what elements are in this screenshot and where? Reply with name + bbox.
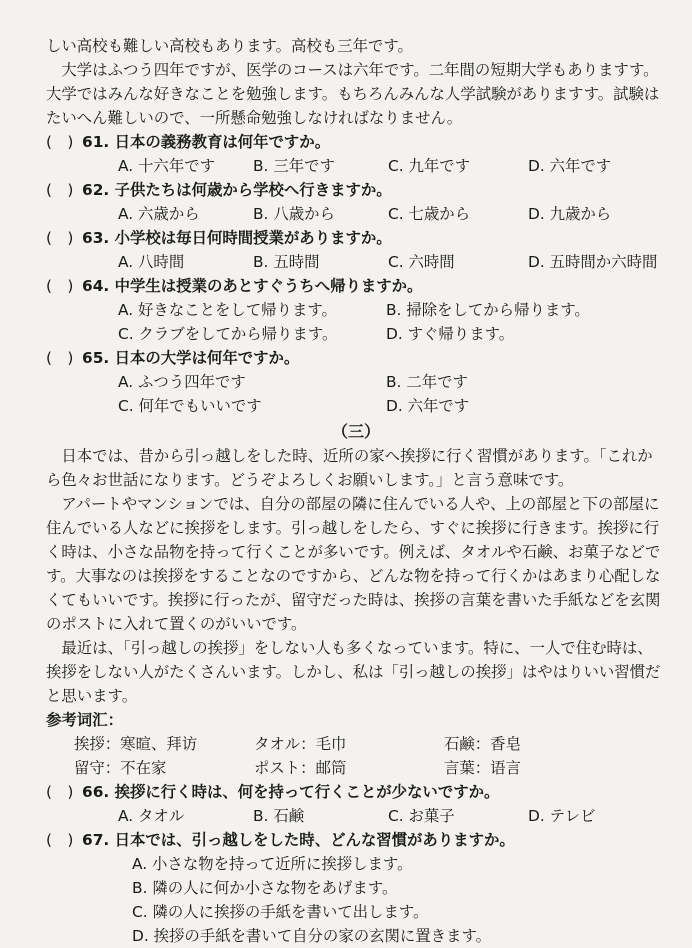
answer-bracket[interactable]: ( ) (46, 229, 74, 247)
option-b: B. 隣の人に何か小さな物をあげます。 (132, 879, 398, 897)
question-text: 63. 小学校は毎日何時間授業がありますか。 (82, 229, 392, 247)
option-a: A. 小さな物を持って近所に挨拶します。 (132, 855, 413, 873)
answer-bracket[interactable]: ( ) (46, 133, 74, 151)
option-a: A. ふつう四年です (118, 373, 246, 391)
option-c: C. お菓子 (388, 807, 455, 825)
question-text: 67. 日本では、引っ越しをした時、どんな習慣がありますか。 (82, 831, 515, 849)
passage-paragraph: 日本では、昔から引っ越しをした時、近所の家へ挨拶に行く習慣があります。「これから色々お世話になります。どうぞよろしくお願いします。」と言う意味です。 (46, 447, 653, 489)
option-c: C. 隣の人に挨拶の手紙を書いて出します。 (132, 903, 429, 921)
answer-bracket[interactable]: ( ) (46, 783, 74, 801)
vocab-item: 挨拶：寒暄、拜访 (74, 735, 198, 753)
option-b: B. 五時間 (253, 253, 320, 271)
answer-bracket[interactable]: ( ) (46, 349, 74, 367)
option-b: B. 三年です (253, 157, 335, 175)
question-63 (46, 226, 666, 250)
option-d: D. テレビ (528, 807, 596, 825)
question-text: 66. 挨拶に行く時は、何を持って行くことが少ないですか。 (82, 783, 500, 801)
vocab-item: ポスト：邮筒 (254, 759, 347, 777)
passage-paragraph: 最近は、「引っ越しの挨拶」をしない人も多くなっています。特に、一人で住む時は、挨拶をしない人がたくさんいます。しかし、私は「引っ越しの挨拶」はやはりいい習慣だと思います。 (46, 639, 661, 705)
option-c: C. 六時間 (388, 253, 455, 271)
passage-line: しい高校も難しい高校もあります。高校も三年です。 (46, 37, 413, 55)
option-c: C. 九年です (388, 157, 471, 175)
vocab-list (74, 732, 666, 780)
question-66 (46, 780, 666, 804)
option-b: B. 八歳から (253, 205, 335, 223)
vocab-item: タオル：毛巾 (254, 735, 347, 753)
option-c: C. クラブをしてから帰ります。 (118, 325, 338, 343)
options-61 (118, 154, 666, 178)
answer-bracket[interactable]: ( ) (46, 277, 74, 295)
option-c: C. 何年でもいいです (118, 397, 262, 415)
section-title: （三） (331, 422, 380, 441)
option-d: D. 六年です (386, 397, 470, 415)
option-a: A. 八時間 (118, 253, 185, 271)
option-a: A. タオル (118, 807, 185, 825)
question-67 (46, 828, 666, 852)
option-b: B. 石鹸 (253, 807, 305, 825)
question-65 (46, 346, 666, 370)
question-62 (46, 178, 666, 202)
answer-bracket[interactable]: ( ) (46, 831, 74, 849)
options-66 (118, 804, 666, 828)
options-63 (118, 250, 666, 274)
vocab-item: 石鹸：香皂 (444, 735, 521, 753)
question-61 (46, 130, 666, 154)
passage-paragraph: 大学はふつう四年ですが、医学のコースは六年です。二年間の短期大学もありますす。大学ではみんな好きなことを勉強します。もちろんみんな人学試験がありますす。試験はたいへん難しいので、一所懸命勉強しなければなりません。 (46, 61, 660, 127)
vocab-title: 参考词汇： (46, 711, 123, 729)
question-64 (46, 274, 666, 298)
options-67 (132, 852, 666, 948)
options-62 (118, 202, 666, 226)
option-b: B. 掃除をしてから帰ります。 (386, 301, 590, 319)
option-d: D. 六年です (528, 157, 612, 175)
question-text: 62. 子供たちは何歳から学校へ行きますか。 (82, 181, 392, 199)
options-65 (118, 370, 666, 418)
question-text: 61. 日本の義務教育は何年ですか。 (82, 133, 331, 151)
options-64 (118, 298, 666, 346)
answer-bracket[interactable]: ( ) (46, 181, 74, 199)
option-a: A. 十六年です (118, 157, 215, 175)
question-text: 64. 中学生は授業のあとすぐうちへ帰りますか。 (82, 277, 423, 295)
option-b: B. 二年です (386, 373, 468, 391)
vocab-item: 留守：不在家 (74, 759, 167, 777)
option-a: A. 好きなことをして帰ります。 (118, 301, 337, 319)
question-text: 65. 日本の大学は何年ですか。 (82, 349, 300, 367)
option-d: D. 九歳から (528, 205, 612, 223)
vocab-item: 言葉：语言 (444, 759, 521, 777)
option-c: C. 七歳から (388, 205, 471, 223)
option-d: D. すぐ帰ります。 (386, 325, 515, 343)
option-d: D. 五時間か六時間 (528, 253, 658, 271)
passage-paragraph: アパートやマンションでは、自分の部屋の隣に住んでいる人や、上の部屋と下の部屋に住んでいる人などに挨拶をします。引っ越しをしたら、すぐに挨拶に行きます。挨拶に行く時は、小さな品物を持って行くことが多いです。例えば、タオルや石鹸、お菓子などです。大事なのは挨拶をすることなのですから、どんな物を持って行くかはあまり心配しなくてもいいです。挨拶に行ったが、留守だった時は、挨拶の言葉を書いた手紙などを玄関のポストに入れて置くのがいいです。 (46, 495, 661, 633)
option-a: A. 六歳から (118, 205, 200, 223)
option-d: D. 挨拶の手紙を書いて自分の家の玄関に置きます。 (132, 927, 491, 945)
